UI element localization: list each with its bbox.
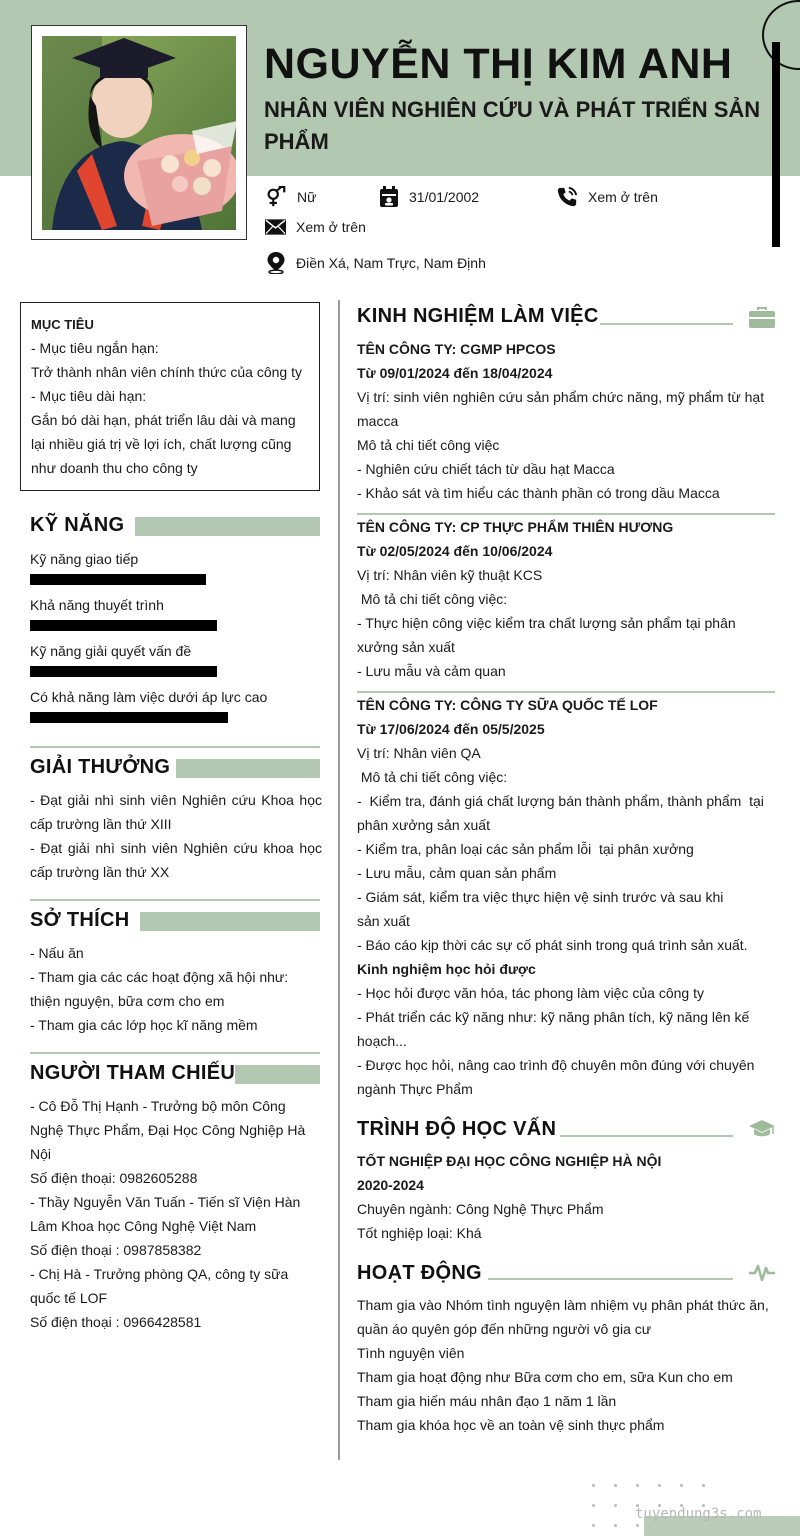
job-entry-1 xyxy=(357,337,777,505)
learned-title: Kinh nghiệm học hỏi được xyxy=(357,961,536,977)
activities-title-line xyxy=(488,1278,733,1280)
objective-line: Gắn bó dài hạn, phát triển lâu dài và mang lại nhiều giá trị về lợi ích, chất lượng cũng như doanh thu cho công ty xyxy=(31,412,296,476)
hobbies-title-bar xyxy=(140,912,320,931)
reference-item: Số điện thoại : 0987858382 xyxy=(30,1242,202,1258)
experience-title-line xyxy=(600,323,733,325)
job-line: - Thực hiện công việc kiểm tra chất lượng sản phẩm tại phân xưởng sản xuất xyxy=(357,615,736,655)
activity-item: Tham gia khóa học về an toàn vệ sinh thực phẩm xyxy=(357,1417,665,1433)
job-line: - Kiểm tra, phân loại các sản phẩm lỗi tại phân xưởng xyxy=(357,841,694,857)
skill-label: Kỹ năng giao tiếp xyxy=(30,551,139,567)
references-title-bar xyxy=(235,1065,320,1084)
job-line: Mô tả chi tiết công việc: xyxy=(357,591,508,607)
experience-title: KINH NGHIỆM LÀM VIỆC xyxy=(357,305,599,327)
gender-value: Nữ xyxy=(297,189,317,205)
activities-title: HOẠT ĐỘNG xyxy=(357,1262,482,1284)
address-info xyxy=(266,252,486,274)
skill-level-bar xyxy=(30,620,217,631)
learned-line: - Học hỏi được văn hóa, tác phong làm việc của công ty xyxy=(357,985,704,1001)
job-company: TÊN CÔNG TY: CGMP HPCOS xyxy=(357,341,556,357)
address-value: Điền Xá, Nam Trực, Nam Định xyxy=(296,255,486,271)
column-divider xyxy=(338,300,340,1460)
job-line: - Báo cáo kịp thời các sự cố phát sinh trong quá trình sản xuất. xyxy=(357,937,748,953)
hobby-item: - Tham gia các các hoạt động xã hội như: thiện nguyện, bữa cơm cho em xyxy=(30,969,289,1009)
activity-item: Tham gia hoạt động như Bữa cơm cho em, sữa Kun cho em xyxy=(357,1369,733,1385)
activities-list xyxy=(357,1293,777,1437)
hobby-item: - Tham gia các lớp học kĩ năng mềm xyxy=(30,1017,258,1033)
graduation-cap-icon xyxy=(749,1119,775,1139)
job-title: NHÂN VIÊN NGHIÊN CỨU VÀ PHÁT TRIỂN SẢN PHẨM xyxy=(264,97,761,154)
decorative-vertical-bar xyxy=(772,42,780,247)
education-title-line xyxy=(560,1135,733,1137)
education-grade: Tốt nghiệp loại: Khá xyxy=(357,1225,482,1241)
skill-label: Kỹ năng giải quyết vấn đề xyxy=(30,643,192,659)
objective-line: Trở thành nhân viên chính thức của công ty xyxy=(31,364,302,380)
awards-list xyxy=(30,788,322,884)
education-years: 2020-2024 xyxy=(357,1177,424,1193)
objective-section xyxy=(20,302,320,491)
awards-title-bar xyxy=(176,759,320,778)
job-period: Từ 17/06/2024 đến 05/5/2025 xyxy=(357,721,545,737)
hobby-item: - Nấu ăn xyxy=(30,945,84,961)
education-entry xyxy=(357,1149,777,1245)
job-line: - Lưu mẫu và cảm quan xyxy=(357,663,506,679)
reference-item: Số điện thoại: 0982605288 xyxy=(30,1170,198,1186)
skill-label: Khả năng thuyết trình xyxy=(30,597,164,613)
activity-item: Tình nguyện viên xyxy=(357,1345,465,1361)
reference-item: - Cô Đỗ Thị Hạnh - Trưởng bộ môn Công Nghệ Thực Phẩm, Đại Học Công Nghiệp Hà Nội xyxy=(30,1098,306,1162)
job-entry-3 xyxy=(357,693,777,1101)
job-line: Vị trí: Nhân viên QA xyxy=(357,745,481,761)
section-divider xyxy=(30,899,320,901)
watermark: tuyendung3s.com xyxy=(635,1506,762,1522)
job-company: TÊN CÔNG TY: CÔNG TY SỮA QUỐC TẾ LOF xyxy=(357,697,658,713)
skills-title: KỸ NĂNG xyxy=(30,514,125,536)
activity-item: Tham gia vào Nhóm tình nguyện làm nhiệm vụ phân phát thức ăn, quần áo quyên góp đến những người vô gia cư xyxy=(357,1297,769,1337)
education-title: TRÌNH ĐỘ HỌC VẤN xyxy=(357,1118,557,1140)
skill-level-bar xyxy=(30,574,206,585)
job-line: Mô tả chi tiết công việc: xyxy=(357,769,508,785)
job-line: - Nghiên cứu chiết tách từ dầu hạt Macca xyxy=(357,461,615,477)
education-school: TỐT NGHIỆP ĐẠI HỌC CÔNG NGHIỆP HÀ NỘI xyxy=(357,1153,662,1169)
avatar-image xyxy=(42,36,236,230)
birthday-info xyxy=(379,186,479,208)
email-value: Xem ở trên xyxy=(296,219,366,235)
candidate-name: NGUYỄN THỊ KIM ANH xyxy=(264,40,733,88)
pulse-icon xyxy=(749,1263,775,1283)
hobbies-title: SỞ THÍCH xyxy=(30,909,130,931)
job-line: - Giám sát, kiểm tra việc thực hiện vệ sinh trước và sau khi sản xuất xyxy=(357,889,724,929)
job-line: - Lưu mẫu, cảm quan sản phẩm xyxy=(357,865,557,881)
job-line: Mô tả chi tiết công việc xyxy=(357,437,500,453)
objective-line: - Mục tiêu dài hạn: xyxy=(31,388,147,404)
learned-line: - Được học hỏi, nâng cao trình độ chuyên môn đúng với chuyên ngành Thực Phẩm xyxy=(357,1057,755,1097)
references-list xyxy=(30,1094,322,1334)
briefcase-icon xyxy=(749,307,775,329)
job-line: Vị trí: sinh viên nghiên cứu sản phẩm chức năng, mỹ phẩm từ hạt macca xyxy=(357,389,765,429)
award-item: - Đạt giải nhì sinh viên Nghiên cứu Khoa học cấp trường lần thứ XIII xyxy=(30,792,322,832)
award-item: - Đạt giải nhì sinh viên Nghiên cứu khoa học cấp trường lần thứ XX xyxy=(30,840,322,880)
skill-level-bar xyxy=(30,666,217,677)
avatar xyxy=(42,36,236,230)
phone-value: Xem ở trên xyxy=(588,189,658,205)
education-major: Chuyên ngành: Công Nghệ Thực Phẩm xyxy=(357,1201,604,1217)
job-line: - Khảo sát và tìm hiểu các thành phần có trong dầu Macca xyxy=(357,485,720,501)
activity-item: Tham gia hiến máu nhân đạo 1 năm 1 lần xyxy=(357,1393,617,1409)
skill-label: Có khả năng làm việc dưới áp lực cao xyxy=(30,689,268,705)
job-company: TÊN CÔNG TY: CP THỰC PHẨM THIÊN HƯƠNG xyxy=(357,519,674,535)
reference-item: Số điện thoại : 0966428581 xyxy=(30,1314,202,1330)
job-period: Từ 02/05/2024 đến 10/06/2024 xyxy=(357,543,553,559)
phone-info xyxy=(556,186,658,208)
phone-icon xyxy=(556,186,578,208)
location-pin-icon xyxy=(266,252,286,274)
reference-item: - Chị Hà - Trưởng phòng QA, công ty sữa quốc tế LOF xyxy=(30,1266,289,1306)
job-line: - Kiểm tra, đánh giá chất lượng bán thành phẩm, thành phẩm tại phân xưởng sản xuất xyxy=(357,793,768,833)
gender-icon xyxy=(265,186,287,208)
references-title: NGƯỜI THAM CHIẾU xyxy=(30,1062,236,1084)
email-icon xyxy=(265,219,286,235)
job-line: Vị trí: Nhân viên kỹ thuật KCS xyxy=(357,567,543,583)
reference-item: - Thầy Nguyễn Văn Tuấn - Tiến sĩ Viện Hàn Lâm Khoa học Công Nghệ Việt Nam xyxy=(30,1194,301,1234)
email-info xyxy=(265,219,366,235)
learned-line: - Phát triển các kỹ năng như: kỹ năng phân tích, kỹ năng lên kế hoạch... xyxy=(357,1009,750,1049)
objective-title: MỤC TIÊU xyxy=(31,317,94,332)
hobbies-list xyxy=(30,941,322,1037)
skill-level-bar xyxy=(30,712,228,723)
awards-title: GIẢI THƯỞNG xyxy=(30,756,171,778)
section-divider xyxy=(30,746,320,748)
calendar-icon xyxy=(379,186,399,208)
skills-title-bar xyxy=(135,517,320,536)
objective-line: - Mục tiêu ngắn hạn: xyxy=(31,340,159,356)
section-divider xyxy=(30,1052,320,1054)
job-entry-2 xyxy=(357,515,777,683)
gender-info xyxy=(265,186,316,208)
job-period: Từ 09/01/2024 đến 18/04/2024 xyxy=(357,365,553,381)
birthday-value: 31/01/2002 xyxy=(409,189,480,205)
